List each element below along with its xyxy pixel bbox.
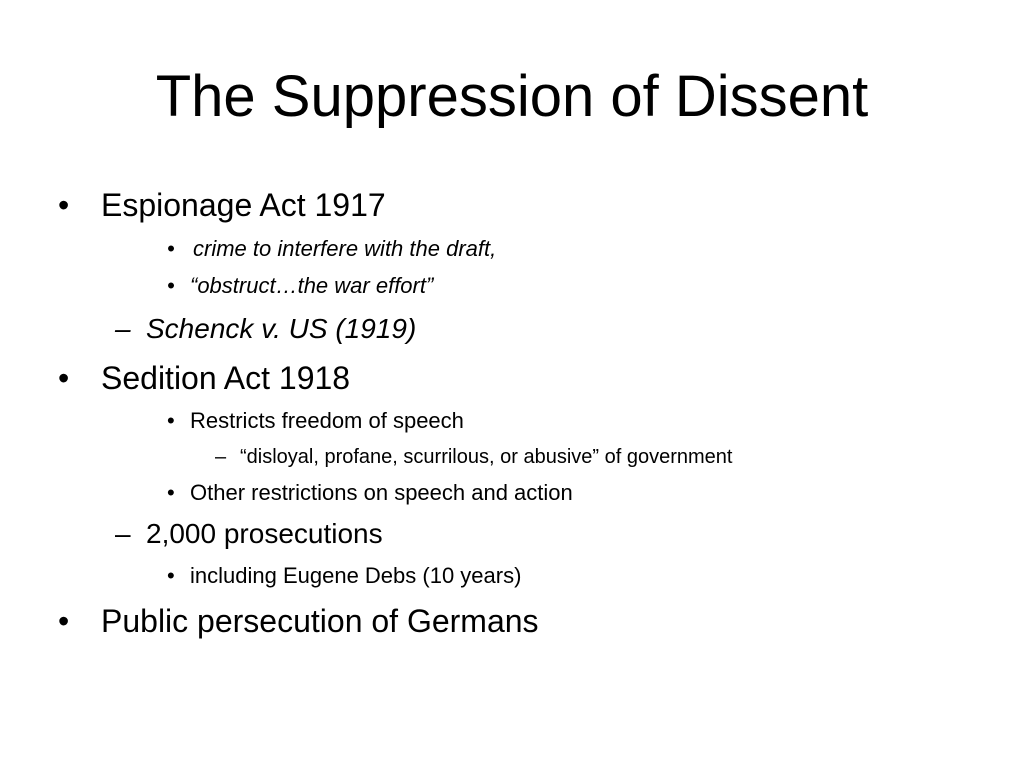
bullet-text: crime to interfere with the draft, bbox=[193, 236, 497, 261]
dash-marker: – bbox=[215, 446, 227, 468]
bullet-marker: • bbox=[167, 273, 175, 298]
bullet-text: including Eugene Debs (10 years) bbox=[190, 563, 522, 588]
bullet-marker: • bbox=[58, 187, 70, 223]
bullet-text: Espionage Act 1917 bbox=[101, 187, 386, 223]
bullet-text: Sedition Act 1918 bbox=[101, 360, 351, 396]
bullet-text: Public persecution of Germans bbox=[101, 603, 539, 639]
bullet-marker: • bbox=[58, 603, 70, 639]
dash-marker: – bbox=[115, 313, 131, 344]
slide-title: The Suppression of Dissent bbox=[155, 64, 869, 129]
bullet-marker: • bbox=[58, 360, 70, 396]
bullet-text: Schenck v. US (1919) bbox=[146, 313, 417, 344]
bullet-marker: • bbox=[167, 408, 175, 433]
bullet-text: Restricts freedom of speech bbox=[190, 408, 464, 433]
bullet-text: Other restrictions on speech and action bbox=[190, 480, 573, 505]
bullet-text: “disloyal, profane, scurrilous, or abusive” of government bbox=[240, 446, 733, 468]
bullet-text: 2,000 prosecutions bbox=[146, 518, 383, 549]
dash-marker: – bbox=[115, 518, 131, 549]
bullet-text: “obstruct…the war effort” bbox=[190, 273, 434, 298]
bullet-marker: • bbox=[167, 236, 175, 261]
bullet-marker: • bbox=[167, 480, 175, 505]
bullet-marker: • bbox=[167, 563, 175, 588]
